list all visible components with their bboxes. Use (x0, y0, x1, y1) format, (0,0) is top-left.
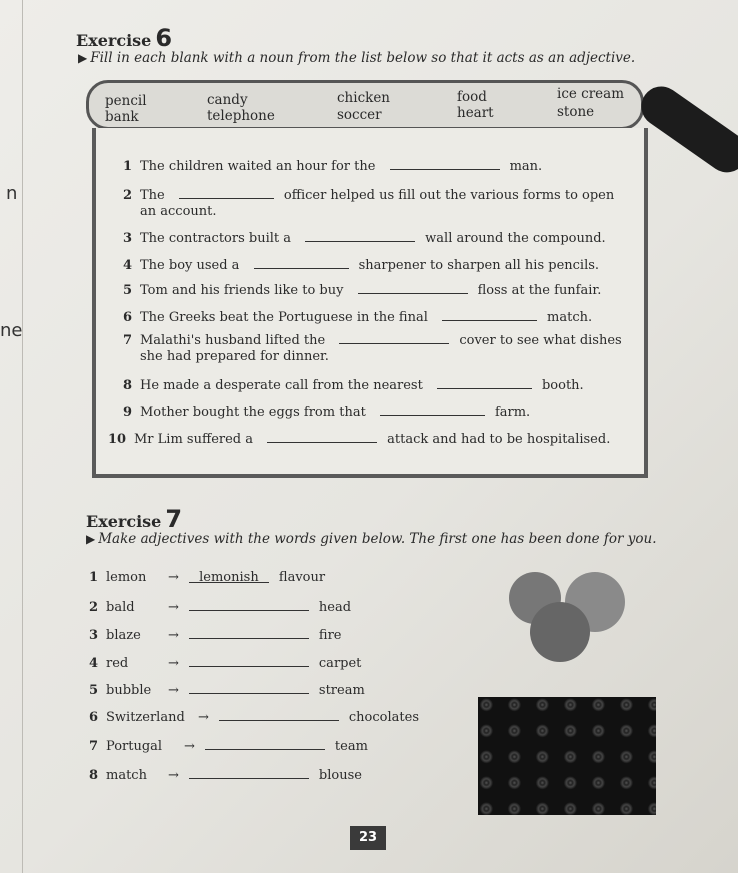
noun: stream (318, 683, 365, 698)
arrow-icon: → (168, 600, 179, 615)
sentence-text: match. (547, 310, 593, 325)
answer-blank[interactable] (437, 376, 532, 389)
adjective-item (88, 598, 351, 615)
sentence-text: Mr Lim suffered a (134, 432, 253, 447)
sentence-text: Tom and his friends like to buy (140, 283, 344, 298)
page-number: 23 (350, 826, 386, 850)
noun: fire (318, 628, 342, 643)
answer-blank[interactable] (442, 308, 537, 321)
chocolates-photo (478, 697, 656, 815)
sentence-number: 9 (122, 405, 132, 420)
lemons-photo (505, 570, 635, 680)
sentence (114, 403, 530, 420)
item-number: 1 (88, 570, 98, 585)
sentence-number: 7 (122, 333, 132, 348)
adjective-item (88, 654, 361, 671)
sentence-text: Mother bought the eggs from that (140, 405, 366, 420)
item-number: 4 (88, 656, 98, 671)
answer-blank[interactable] (305, 229, 415, 242)
answer-blank[interactable] (189, 654, 309, 667)
answer-blank[interactable] (339, 331, 449, 344)
sentence-text: booth. (541, 378, 584, 393)
sentence-continuation: she had prepared for dinner. (140, 349, 329, 364)
noun: carpet (318, 656, 362, 671)
base-word: blaze (106, 628, 141, 643)
sentence-text: man. (509, 159, 543, 174)
answer-blank[interactable] (390, 157, 500, 170)
noun: team (334, 739, 368, 754)
base-word: bubble (106, 683, 152, 698)
adjective-item (88, 570, 325, 585)
adjective-item (88, 681, 365, 698)
sentence-number: 6 (122, 310, 132, 325)
arrow-icon: → (184, 739, 195, 754)
answer-blank[interactable] (380, 403, 485, 416)
adjective-item (88, 766, 362, 783)
sentence-text: officer helped us fill out the various forms to open (283, 188, 615, 203)
item-number: 6 (88, 710, 98, 725)
sentence (114, 281, 601, 298)
base-word: match (106, 768, 147, 783)
answer-blank[interactable] (189, 598, 309, 611)
word: stone (557, 104, 595, 120)
sentence-number: 4 (122, 258, 132, 273)
sentence (114, 157, 542, 174)
adjective-item (88, 737, 368, 754)
answer-blank[interactable]: lemonish (189, 570, 269, 583)
item-number: 3 (88, 628, 98, 643)
arrow-icon: → (168, 628, 179, 643)
arrow-icon: → (168, 683, 179, 698)
sentence-text: The boy used a (140, 258, 240, 273)
word: pencil (105, 93, 147, 109)
word: bank (105, 109, 139, 125)
sentence-number: 10 (108, 432, 127, 447)
exercise7-title: Exercise 7 (86, 505, 183, 533)
noun: flavour (278, 570, 326, 585)
adjective-item (88, 626, 342, 643)
noun: blouse (318, 768, 362, 783)
exercise6-title: Exercise 6 (76, 24, 173, 52)
answer-blank[interactable] (189, 766, 309, 779)
sentence-number: 8 (122, 378, 132, 393)
exercise7-instruction: ▶ Make adjectives with the words given below. The first one has been done for you. (86, 531, 657, 547)
base-word: lemon (106, 570, 147, 585)
arrow-icon: → (168, 656, 179, 671)
sentence-text: floss at the funfair. (477, 283, 602, 298)
sentence (114, 256, 599, 273)
item-number: 5 (88, 683, 98, 698)
sentence-number: 3 (122, 231, 132, 246)
arrow-icon: → (198, 710, 209, 725)
sentence-text: The (140, 188, 165, 203)
arrow-icon: → (168, 570, 179, 585)
base-word: Switzerland (106, 710, 185, 725)
base-word: Portugal (106, 739, 163, 754)
item-number: 8 (88, 768, 98, 783)
sentence-continuation: an account. (140, 204, 217, 219)
sentence (114, 376, 584, 393)
word: food (457, 89, 487, 105)
answer-blank[interactable] (267, 430, 377, 443)
noun: head (318, 600, 352, 615)
word: candy (207, 92, 248, 108)
margin-line (22, 0, 23, 873)
answer-blank[interactable] (205, 737, 325, 750)
pen (634, 79, 738, 181)
sentence-text: He made a desperate call from the nearest (140, 378, 423, 393)
exercise6-box (92, 128, 648, 478)
answer-blank[interactable] (189, 626, 309, 639)
answer-blank[interactable] (179, 186, 274, 199)
sentence-text: farm. (494, 405, 531, 420)
margin-note: ne (0, 320, 23, 341)
sentence-number: 1 (122, 159, 132, 174)
word: heart (457, 105, 494, 121)
item-number: 7 (88, 739, 98, 754)
word-bank (86, 80, 644, 130)
base-word: red (106, 656, 129, 671)
sentence-text: sharpener to sharpen all his pencils. (358, 258, 600, 273)
answer-blank[interactable] (189, 681, 309, 694)
sentence (114, 331, 622, 348)
base-word: bald (106, 600, 135, 615)
margin-note: n (6, 183, 18, 204)
sentence-number: 5 (122, 283, 132, 298)
word: telephone (207, 108, 275, 124)
sentence (114, 308, 592, 325)
sentence (114, 186, 614, 203)
sentence-text: wall around the compound. (425, 231, 606, 246)
sentence-text: attack and had to be hospitalised. (387, 432, 611, 447)
word: soccer (337, 107, 382, 123)
sentence-text: The contractors built a (140, 231, 292, 246)
item-number: 2 (88, 600, 98, 615)
sentence-number: 2 (122, 188, 132, 203)
word: ice cream (557, 86, 625, 102)
word: chicken (337, 90, 390, 106)
answer-blank[interactable] (254, 256, 349, 269)
noun: chocolates (348, 710, 419, 725)
sentence-text: cover to see what dishes (459, 333, 622, 348)
exercise6-instruction: ▶ Fill in each blank with a noun from the list below so that it acts as an adjective. (78, 50, 636, 66)
sentence-text: Malathi's husband lifted the (140, 333, 326, 348)
sentence (114, 229, 606, 246)
answer-blank[interactable] (358, 281, 468, 294)
sentence-text: The children waited an hour for the (140, 159, 376, 174)
sentence (108, 430, 610, 447)
adjective-item (88, 708, 419, 725)
arrow-icon: → (168, 768, 179, 783)
sentence-text: The Greeks beat the Portuguese in the final (140, 310, 428, 325)
answer-blank[interactable] (219, 708, 339, 721)
